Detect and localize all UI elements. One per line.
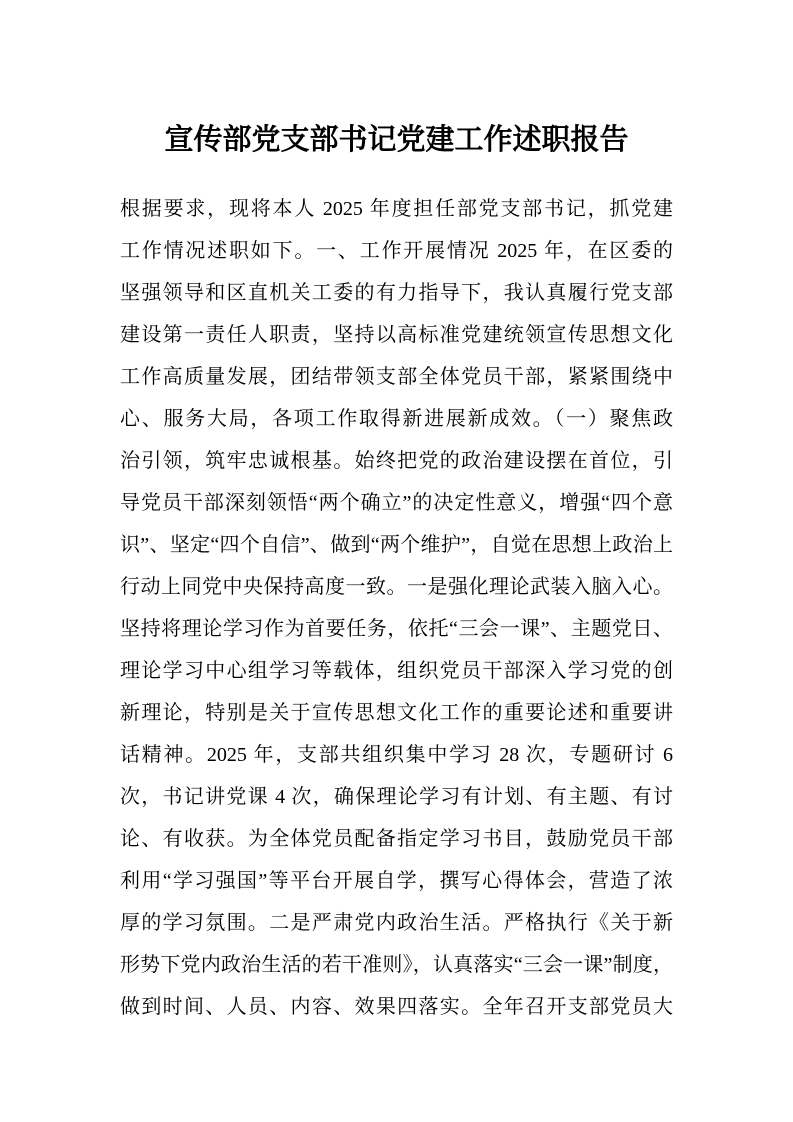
body-line: 治引领，筑牢忠诚根基。始终把党的政治建设摆在首位，引: [120, 450, 673, 472]
body-line: 坚持将理论学习作为首要任务，依托“三会一课”、主题党日、: [120, 618, 673, 640]
body-line: 心、服务大局，各项工作取得新进展新成效。（一）聚焦政: [120, 408, 673, 430]
body-line: 工作情况述职如下。一、工作开展情况 2025 年，在区委的: [120, 240, 673, 262]
body-line: 论、有收获。为全体党员配备指定学习书目，鼓励党员干部: [120, 828, 673, 850]
body-line: 导党员干部深刻领悟“两个确立”的决定性意义，增强“四个意: [120, 492, 673, 514]
document-body: [120, 188, 673, 1028]
body-line: 理论学习中心组学习等载体，组织党员干部深入学习党的创: [120, 660, 673, 682]
body-line: 识”、坚定“四个自信”、做到“两个维护”，自觉在思想上政治上: [120, 534, 673, 556]
body-line: 建设第一责任人职责，坚持以高标准党建统领宣传思想文化: [120, 324, 673, 346]
body-line: 行动上同党中央保持高度一致。一是强化理论武装入脑入心。: [120, 576, 673, 598]
body-line: 利用“学习强国”等平台开展自学，撰写心得体会，营造了浓: [120, 870, 673, 892]
body-line: 次，书记讲党课 4 次，确保理论学习有计划、有主题、有讨: [120, 786, 673, 808]
document-title: 宣传部党支部书记党建工作述职报告: [164, 124, 629, 156]
body-line: 新理论，特别是关于宣传思想文化工作的重要论述和重要讲: [120, 702, 673, 724]
body-line: 话精神。2025 年，支部共组织集中学习 28 次，专题研讨 6: [120, 744, 673, 766]
body-line: 工作高质量发展，团结带领支部全体党员干部，紧紧围绕中: [120, 366, 673, 388]
body-line: 做到时间、人员、内容、效果四落实。全年召开支部党员大: [120, 996, 673, 1018]
body-line: 形势下党内政治生活的若干准则》，认真落实“三会一课”制度，: [120, 954, 673, 976]
body-line: 坚强领导和区直机关工委的有力指导下，我认真履行党支部: [120, 282, 673, 304]
body-line: 根据要求，现将本人 2025 年度担任部党支部书记，抓党建: [120, 198, 673, 220]
body-line: 厚的学习氛围。二是严肃党内政治生活。严格执行《关于新: [120, 912, 673, 934]
